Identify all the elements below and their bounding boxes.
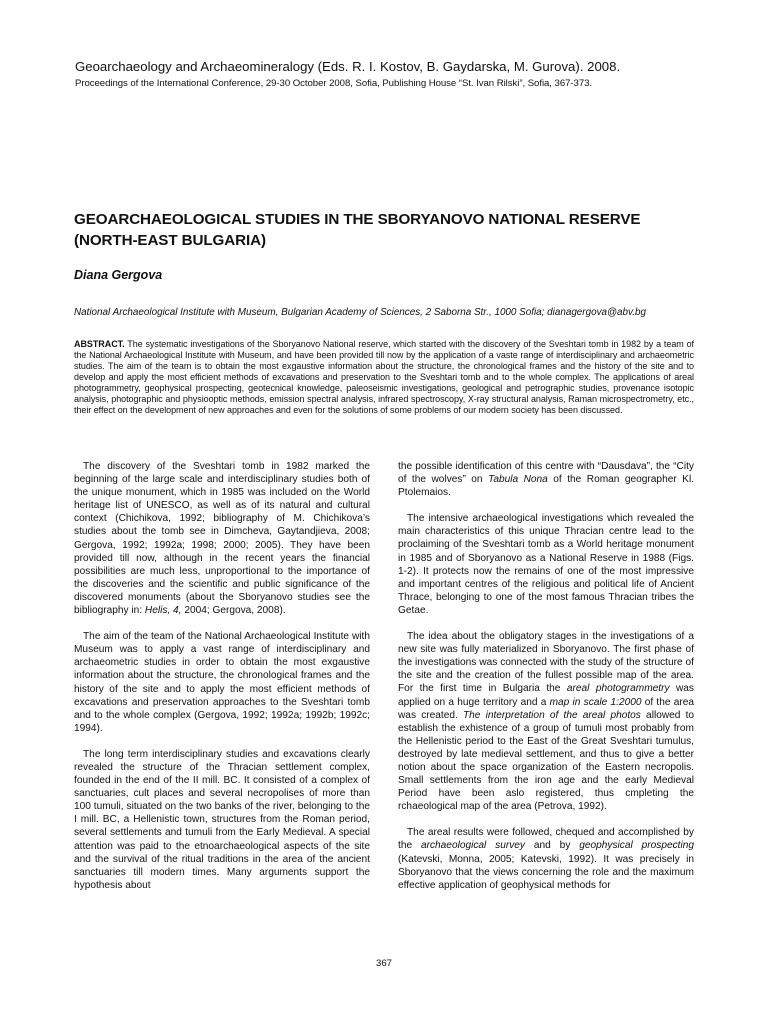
paragraph: The long term interdisciplinary studies and excavations clearly revealed the structure of the Thracian settlement complex, founded in the end of the II mill. BC. It consisted of a complex of sanctuaries, cult places and several necropolises of more than 100 tumuli, situated on the two banks of the river, belonging to the I mill. BC, a Hellenistic town, structures from the Roman period, several settlements and tumuli from the Early Medieval. A special attention was paid to the etnoarchaeological aspects of the site and the survival of the ritual traditions in the area of the ancient sanctuaries till modern times. Many arguments support the hypothesis about xyxy=(74,748,370,891)
paragraph xyxy=(398,630,694,813)
author-name: Diana Gergova xyxy=(74,268,163,282)
proceedings-line: Proceedings of the International Conference, 29-30 October 2008, Sofia, Publishing House “St. Ivan Rilski”, Sofia, 367-373. xyxy=(75,78,593,89)
paragraph-text: allowed to establish the exhistence of a group of tumuli most probably from the Hellenistic period to the East of the Great Sveshtari tumulus, destroyed by late medieval settlement, and thus to give a better notion about the space organization of the Eastern necropolis. Small settlements from the iron age and the early Medieval Period have been aslo registered, thus cmpleting the rchaeological map of the area (Petrova, 1992). xyxy=(398,709,695,813)
paragraph: The intensive archaeological investigations which revealed the main characteristics of this unique Thracian centre lead to the proclaiming of the Sveshtari tomb as a World heritage monument in 1985 and of Sboryanovo as a National Reserve in 1988 (Figs. 1-2). It protects now the remains of one of the most impressive and important centres of the religious and political life of Ancient Thrace, belonging to one of the most famous Thracian tribes the Getae. xyxy=(398,513,694,616)
journal-header: Geoarchaeology and Archaeomineralogy (Eds. R. I. Kostov, B. Gaydarska, M. Gurova). 2008. xyxy=(75,59,621,74)
abstract xyxy=(74,339,694,416)
paragraph xyxy=(398,826,694,891)
author-affiliation: National Archaeological Institute with Museum, Bulgarian Academy of Sciences, 2 Saborna Str., 1000 Sofia; dianagergova@abv.bg xyxy=(74,307,646,318)
paragraph xyxy=(74,460,370,617)
paragraph: The aim of the team of the National Archaeological Institute with Museum was to apply a vast range of interdisciplinary and archaeometric studies in order to obtain the most exgaustive information about the structure, the chronological frames and the history of the site and to apply the most efficient methods of excavations and preservation approaches to the Sveshtari tomb and to the whole complex (Gergova, 1992; 1992a; 1992b; 1992c; 1994). xyxy=(74,631,370,734)
paragraph xyxy=(398,460,694,499)
title-line-1: GEOARCHAEOLOGICAL STUDIES IN THE SBORYANOVO NATIONAL RESERVE xyxy=(74,211,641,228)
italic-term: archaeological survey xyxy=(420,840,525,852)
paragraph-text: (Katevski, Monna, 2005; Katevski, 1992). It was precisely in Sboryanovo that the views concerning the role and the maximum effective application of geophysical methods for xyxy=(398,853,694,891)
italic-term: geophysical prospecting xyxy=(579,840,694,852)
right-column xyxy=(398,460,694,905)
paragraph-text: of the Roman geographer Kl. Ptolemaios. xyxy=(398,474,695,499)
italic-term: map in scale 1:2000 xyxy=(549,696,642,708)
italic-reference: Helis, 4, xyxy=(144,605,182,617)
paragraph-text: the possible identification of this centre with “Dausdava”, the “City of the wolves” on xyxy=(398,461,694,486)
title-line-2: (NORTH-EAST BULGARIA) xyxy=(74,232,266,249)
abstract-label: ABSTRACT. xyxy=(74,339,125,349)
paragraph-text: The areal results were followed, chequed and accomplished by the xyxy=(398,827,694,852)
italic-term: The interpretation of the areal photos xyxy=(462,709,641,721)
paragraph-text: 2004; Gergova, 2008). xyxy=(181,605,286,617)
paper-title xyxy=(74,209,694,251)
paragraph-text: The idea about the obligatory stages in the investigations of a new site was fully materialized in Sboryanovo. The first phase of the investigations was connected with the study of the structure of the site and the creation of the fullest possible map of the area. For the first time in Bulgaria the xyxy=(398,631,694,695)
paragraph-text: of the area was created. xyxy=(398,696,694,721)
paragraph-text: and by xyxy=(525,840,580,852)
paragraph-text: The discovery of the Sveshtari tomb in 1982 marked the beginning of the large scale and interdisciplinary studies both of the unique monument, which in 1985 was included on the World heritage list of UNESCO, as well as of its natural and cultural context (Chichikova, 1992; bibliography of M. Chichikova’s studies about the tomb see in Dimcheva, Gaytandjieva, 2008; Gergova, 1992; 1992a; 1998; 2000; 2005). They have been provided till now, although in the recent years the financial possibilities are much less, unproportional to the importance of the discoveries and the scientific and public significance of the discovered monuments (about the Sboryanovo studies see the bibliography in: xyxy=(74,461,370,617)
left-column xyxy=(74,460,370,905)
italic-reference: Tabula Nona xyxy=(488,474,548,486)
italic-term: areal photogrammetry xyxy=(566,683,670,695)
abstract-text: The systematic investigations of the Sboryanovo National reserve, which started with the discovery of the Sveshtari tomb in 1982 by a team of the National Archaeological Institute with Museum, and have been provided till now by the application of a vaste range of interdisciplinary and archaeometric studies. The aim of the team is to obtain the most exgaustive information about the structure, the chronological frames and the history of the site and to develop and apply the most efficient methods of excavations and preservation to the Sveshtari tomb and to the whole complex. The applications of areal photogrammetry, geophysical prospecting, geotecnical knowledge, paleoseismic investigations, geological and petrographic studies, provenance isotopic analysis, photographic and physiooptic methods, emission spectral analysis, infrared spectroscopy, X-ray structural analysis, Raman microspectrometry, etc., their effect on the development of new approaches and even for the solutions of some problems of our modern society has been discussed. xyxy=(74,339,694,415)
paragraph-text: was applied on a huge territory and a xyxy=(398,683,694,708)
page-number: 367 xyxy=(375,958,392,969)
